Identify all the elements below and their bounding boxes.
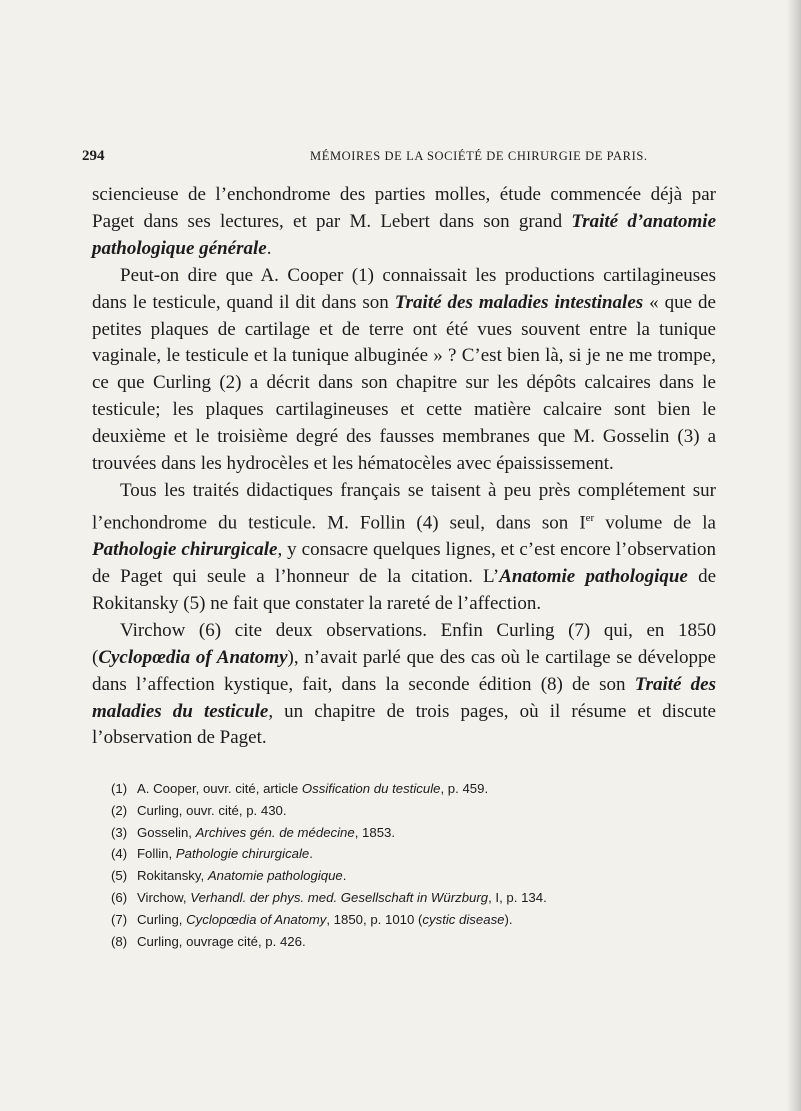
footnote (111, 909, 721, 931)
footnote-text: Curling, (137, 911, 187, 927)
footnote-number: (8) (111, 933, 128, 949)
footnote-text: Follin, (137, 846, 176, 862)
footnote (111, 931, 721, 953)
superscript: er (585, 511, 595, 524)
text-run: sciencieuse de l’enchondrome des parties molles, étude commencée déjà par Paget dans ses lectures, et par M. Lebert dans son grand (92, 184, 716, 232)
text-run: Virchow (6) cite deux observations. Enfin Curling (7) qui, en 1850 ( (92, 619, 716, 668)
main-text (92, 182, 716, 752)
footnote-text: Gosselin, (137, 824, 196, 840)
footnote-title: Cyclopœdia of Anatomy (186, 911, 327, 927)
text-run: volume de la (594, 512, 716, 534)
footnote-text: , 1850, p. 1010 ( (326, 911, 423, 927)
footnote (111, 800, 721, 822)
footnote-text: , 1853. (354, 824, 396, 840)
footnote-text: Curling, ouvr. cité, p. 430. (137, 802, 287, 818)
footnote-text: , I, p. 134. (488, 889, 547, 905)
footnote-text: . (309, 846, 313, 862)
footnote-number: (2) (111, 802, 128, 818)
footnote-number: (4) (111, 846, 128, 862)
paragraph-4 (92, 618, 716, 753)
footnote-number: (3) (111, 824, 128, 840)
footnote-title: Anatomie pathologique (207, 868, 343, 884)
footnote-text: Rokitansky, (137, 868, 208, 884)
text-run: ), n’avait parlé que des cas où le cartilage se développe dans l’affection kystique, fait, dans la seconde édition (8) de son (92, 646, 716, 695)
footnote-title: Ossification du testicule (301, 781, 441, 796)
footnote-number: (1) (111, 781, 128, 796)
footnote-text: , p. 459. (440, 781, 489, 796)
footnotes (111, 778, 721, 952)
footnote-title: Verhandl. der phys. med. Gesellschaft in Würzburg (190, 889, 489, 905)
footnote-title: Pathologie chirurgicale (175, 846, 310, 862)
book-title: Anatomie pathologique (499, 566, 688, 588)
footnote (111, 843, 721, 865)
footnote-text: Curling, ouvrage cité, p. 426. (137, 933, 306, 949)
footnote-number: (5) (111, 868, 128, 884)
text-run: , y consacre quelques lignes, et c’est encore l’observation de Paget qui seule a l’honneur de la citation. L’ (92, 539, 716, 588)
book-title: intestinales (554, 291, 644, 313)
footnote-text: Virchow, (137, 889, 191, 905)
footnote (111, 865, 721, 887)
footnote-text: ). (504, 911, 513, 927)
text-run: . (266, 237, 272, 259)
book-title: Traité des maladies (394, 291, 549, 313)
page-spine-shadow (787, 0, 801, 1111)
footnote-title: cystic disease (422, 911, 505, 927)
footnote-text: . (342, 868, 347, 884)
paragraph-2 (92, 263, 716, 478)
paragraph-3 (92, 478, 716, 618)
paragraph-1 (92, 182, 716, 263)
footnote (111, 822, 721, 844)
footnote-number: (7) (111, 911, 128, 927)
footnote-number: (6) (111, 889, 128, 905)
text-run: Tous les traités didactiques français se taisent à peu près complétement sur l’enchondrome du testicule. M. Follin (4) seul, dans son I (92, 479, 716, 534)
page-header (82, 148, 722, 168)
book-title: Traité des maladies du testicule (92, 673, 716, 722)
footnote (111, 887, 721, 909)
page-number: 294 (82, 148, 105, 164)
book-title: Cyclopœdia of Anatomy (98, 646, 288, 668)
running-title: MÉMOIRES DE LA SOCIÉTÉ DE CHIRURGIE DE PARIS. (310, 149, 648, 163)
book-title: Pathologie chirurgicale (92, 539, 278, 561)
footnote-text: A. Cooper, ouvr. cité, article (137, 781, 302, 796)
text-run: de Rokitansky (5) ne fait que constater la rareté de l’affection. (92, 566, 717, 614)
footnote-title: Archives gén. de médecine (195, 824, 355, 840)
book-title: Traité d’anatomie pathologique générale (92, 210, 717, 259)
footnote (111, 778, 721, 800)
text-run: « que de petites plaques de cartilage et de terre ont été vues souvent entre la tunique vaginale, le testicule et la tunique albuginée » ? C’est bien là, si je ne me trompe, ce que Curling (2) a décrit dans son chapitre sur les dépôts calcaires dans le testicule; les plaques cartilagineuses et cette matière calcaire sont bien le deuxième et le troisième degré des fausses membranes que M. Gosselin (3) a trouvées dans les hydrocèles et les hématocèles avec épaississement. (92, 291, 716, 475)
text-run: Peut-on dire que A. Cooper (1) connaissait les productions cartilagineuses dans le testicule, quand il dit dans son (92, 264, 716, 313)
text-run: , un chapitre de trois pages, où il résume et discute l’observation de Paget. (92, 700, 716, 749)
